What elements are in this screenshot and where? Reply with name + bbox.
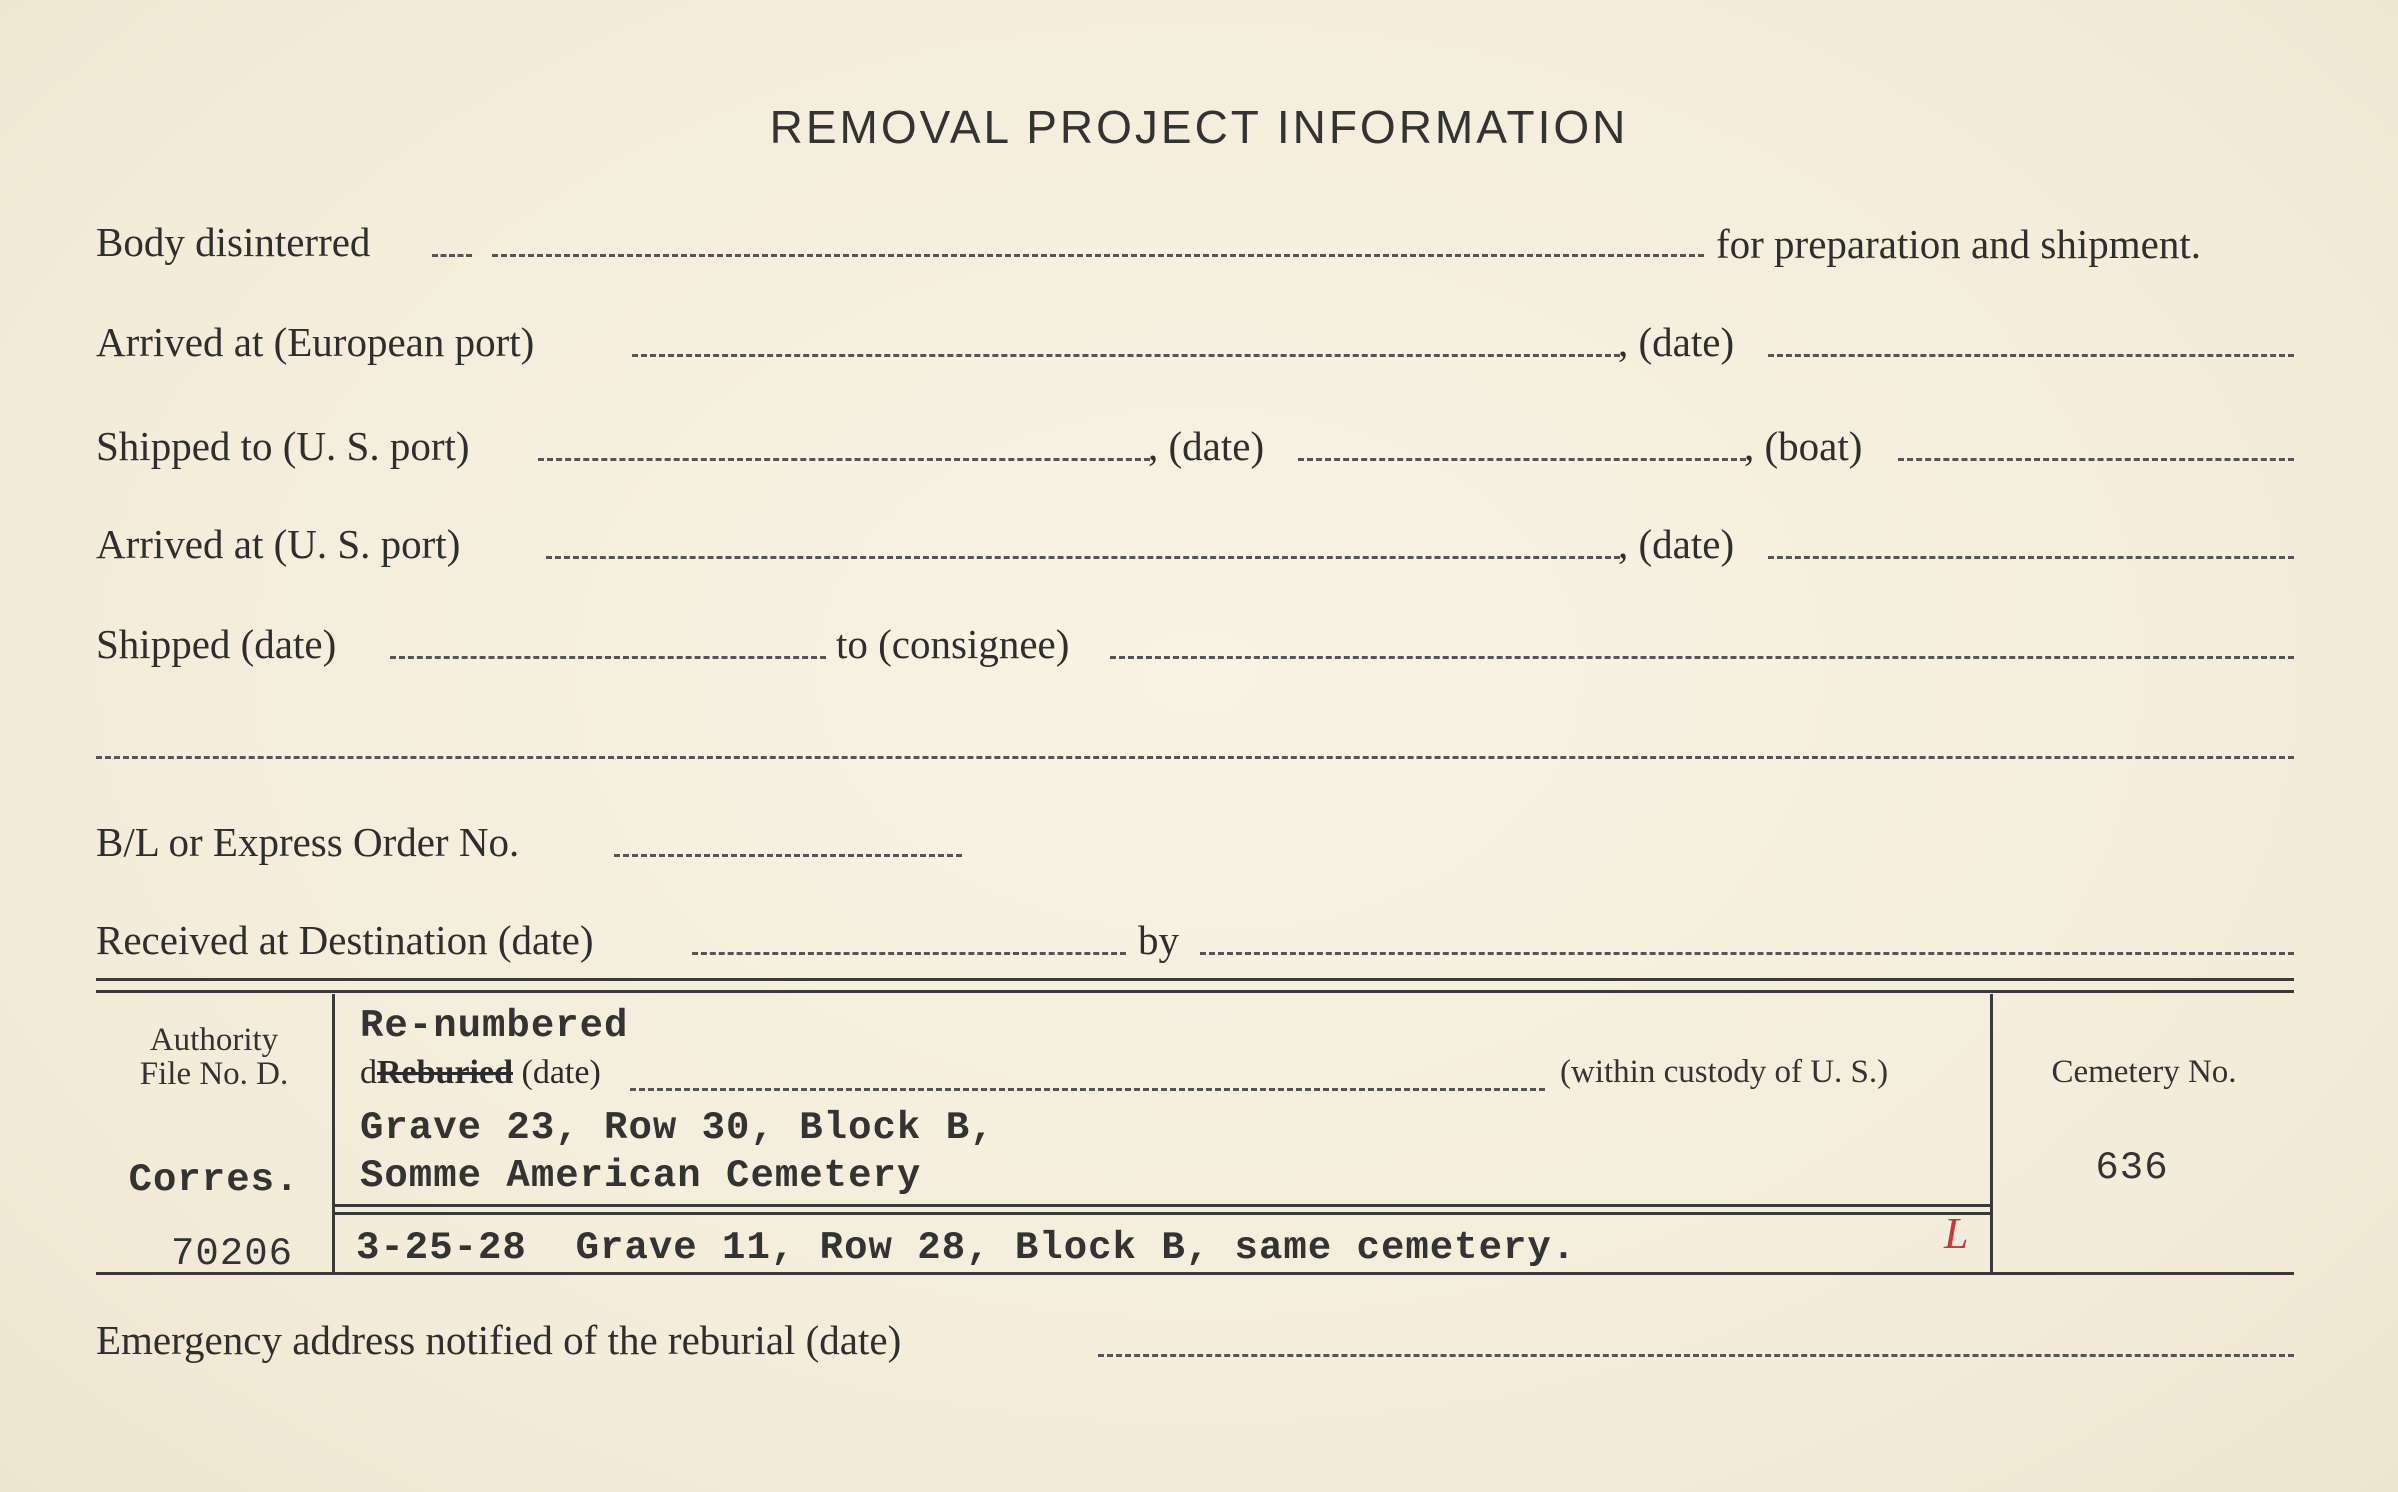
card-title: REMOVAL PROJECT INFORMATION — [769, 101, 1629, 153]
arrived-european-date-label: , (date) — [1618, 319, 1735, 365]
emergency-date-field — [1098, 1354, 2294, 1357]
renumbered-text: Re-numbered — [360, 1004, 629, 1048]
cemetery-number: 636 — [2095, 1146, 2169, 1190]
reburied-struck: Reburied — [377, 1054, 513, 1091]
reburied-prefix: d — [360, 1054, 377, 1091]
file-number: 70206 — [170, 1232, 294, 1276]
box-top-rule-2 — [96, 990, 2294, 993]
received-by-field — [1200, 952, 2294, 955]
reburied-date-label: (date) — [521, 1054, 601, 1091]
red-check-mark: L — [1944, 1209, 1969, 1258]
corres-label: Corres. — [128, 1158, 300, 1202]
european-port-field — [632, 354, 1620, 357]
custody-label: (within custody of U. S.) — [1560, 1054, 1889, 1090]
shipped-us-date-label: , (date) — [1148, 423, 1265, 469]
box-inner-rule-2 — [334, 1212, 1990, 1215]
disinterred-suffix: for preparation and shipment. — [1716, 221, 2202, 267]
arrived-european-port-label: Arrived at (European port) — [96, 319, 535, 365]
emergency-address-label: Emergency address notified of the reburial (date) — [96, 1317, 902, 1363]
cemetery-no-label: Cemetery No. — [2051, 1054, 2237, 1090]
grave-line-1: Grave 23, Row 30, Block B, — [360, 1106, 995, 1150]
box-top-rule-1 — [96, 978, 2294, 981]
consignee-label: to (consignee) — [836, 621, 1070, 667]
consignee-continuation-field — [96, 756, 2294, 759]
body-disinterred-label: Body disinterred — [96, 219, 371, 265]
shipped-us-boat-label: , (boat) — [1744, 423, 1863, 469]
reburial-entry: 3-25-28 Grave 11, Row 28, Block B, same cemetery. — [356, 1226, 1577, 1270]
arrived-us-port-field — [546, 556, 1620, 559]
bl-express-order-field — [614, 854, 962, 857]
arrived-us-port-label: Arrived at (U. S. port) — [96, 521, 461, 567]
bl-express-order-label: B/L or Express Order No. — [96, 819, 520, 865]
us-port-field — [538, 458, 1150, 461]
shipped-date-field — [390, 656, 826, 659]
boat-field — [1898, 458, 2294, 461]
box-right-divider — [1990, 994, 1993, 1272]
file-no-label: File No. D. — [139, 1056, 289, 1092]
shipped-us-date-field — [1298, 458, 1746, 461]
box-bottom-rule — [96, 1272, 2294, 1275]
consignee-field — [1110, 656, 2294, 659]
reburied-label — [360, 1054, 601, 1092]
grave-line-2: Somme American Cemetery — [360, 1154, 922, 1198]
arrived-us-date-field — [1768, 556, 2294, 559]
shipped-us-port-label: Shipped to (U. S. port) — [96, 423, 470, 469]
box-left-divider — [332, 994, 335, 1272]
arrived-us-date-label: , (date) — [1618, 521, 1735, 567]
authority-label: Authority — [149, 1022, 279, 1058]
disinterred-field-short — [432, 254, 472, 257]
reburied-date-field — [630, 1088, 1545, 1091]
shipped-date-label: Shipped (date) — [96, 621, 337, 667]
received-date-field — [692, 952, 1126, 955]
disinterred-field — [492, 254, 1704, 257]
european-date-field — [1768, 354, 2294, 357]
box-inner-rule-1 — [334, 1204, 1990, 1207]
received-destination-label: Received at Destination (date) — [96, 917, 594, 963]
received-by-label: by — [1138, 917, 1179, 963]
